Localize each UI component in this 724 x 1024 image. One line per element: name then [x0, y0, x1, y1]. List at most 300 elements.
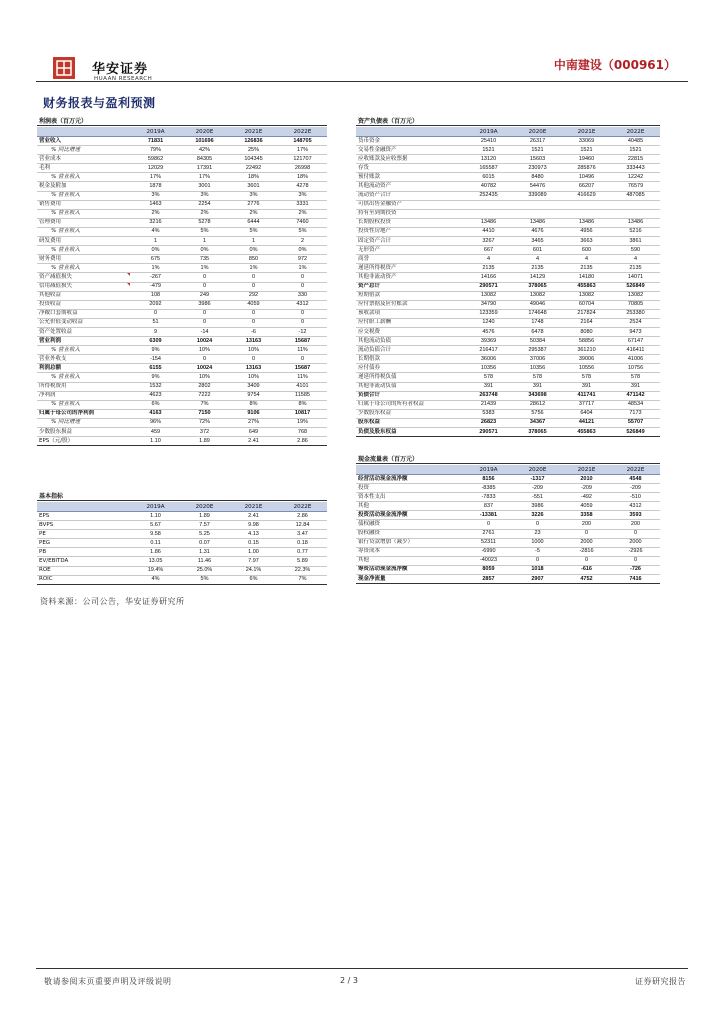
row-label: ROIC — [37, 575, 131, 584]
value-cell: 3861 — [611, 237, 660, 246]
value-cell: 60704 — [562, 300, 611, 309]
header-cell: 2021E — [229, 127, 278, 137]
table-row — [37, 300, 327, 309]
row-label: 少数股东损益 — [37, 428, 131, 437]
footer-rule — [36, 968, 688, 969]
value-cell: 42% — [180, 146, 229, 155]
value-cell: 148705 — [278, 137, 327, 146]
value-cell: 10% — [180, 373, 229, 382]
table-row — [37, 264, 327, 273]
value-cell: 40782 — [464, 182, 513, 191]
row-label: 应付票据及应付账款 — [356, 300, 464, 309]
value-cell: 0 — [180, 318, 229, 327]
header-cell — [356, 465, 464, 475]
header-cell — [37, 127, 131, 137]
value-cell: 4312 — [278, 300, 327, 309]
value-cell: 0 — [562, 556, 611, 565]
row-label: % 营业收入 — [37, 191, 131, 200]
value-cell: 0 — [131, 309, 180, 318]
value-cell: 4623 — [131, 391, 180, 400]
value-cell: 216417 — [464, 346, 513, 355]
value-cell: -7833 — [464, 493, 513, 502]
table-row — [356, 246, 660, 255]
row-label: 所得税费用 — [37, 382, 131, 391]
value-cell: 8% — [229, 400, 278, 409]
table-row — [37, 557, 327, 566]
value-cell: 0 — [464, 520, 513, 529]
row-label: 持有至到期投资 — [356, 209, 464, 218]
table-row — [37, 400, 327, 409]
row-label: 管理费用 — [37, 218, 131, 227]
value-cell: 200 — [562, 520, 611, 529]
value-cell: 290571 — [464, 428, 513, 437]
header-cell: 2021E — [562, 127, 611, 137]
page-title: 财务报表与盈利预测 — [43, 96, 156, 110]
brand-english: HUAAN RESEARCH — [94, 76, 153, 82]
table-row — [356, 520, 660, 529]
value-cell: 3358 — [562, 511, 611, 520]
value-cell: 5% — [229, 227, 278, 236]
table-row — [37, 273, 327, 282]
value-cell: 0.15 — [229, 539, 278, 548]
table-row — [356, 264, 660, 273]
value-cell: 84305 — [180, 155, 229, 164]
value-cell: 4752 — [562, 575, 611, 584]
value-cell: 0% — [229, 246, 278, 255]
value-cell: 165587 — [464, 164, 513, 173]
value-cell: 22.3% — [278, 566, 327, 575]
value-cell: 3593 — [611, 511, 660, 520]
value-cell: 471142 — [611, 391, 660, 400]
value-cell: 0 — [278, 355, 327, 364]
value-cell: 7150 — [180, 409, 229, 418]
table-header-row — [37, 502, 327, 512]
value-cell: 9.98 — [229, 521, 278, 530]
value-cell: 249 — [180, 291, 229, 300]
table-header-row — [356, 127, 660, 137]
value-cell: -616 — [562, 565, 611, 574]
row-label: 营业成本 — [37, 155, 131, 164]
table-header-row — [37, 127, 327, 137]
value-cell: 0 — [180, 273, 229, 282]
value-cell: 12.84 — [278, 521, 327, 530]
value-cell: 4576 — [464, 327, 513, 336]
value-cell: 0 — [278, 309, 327, 318]
table-row — [37, 291, 327, 300]
value-cell: 13082 — [611, 291, 660, 300]
table-row — [37, 428, 327, 437]
value-cell: 26998 — [278, 164, 327, 173]
value-cell: 8080 — [562, 327, 611, 336]
value-cell: 49046 — [513, 300, 562, 309]
value-cell: 41006 — [611, 355, 660, 364]
value-cell: 19.4% — [131, 566, 180, 575]
value-cell — [611, 209, 660, 218]
cashflow-table — [356, 465, 660, 584]
table-row — [356, 318, 660, 327]
row-label: BVPS — [37, 521, 131, 530]
value-cell: 3663 — [562, 237, 611, 246]
header-cell: 2019A — [464, 465, 513, 475]
value-cell: 4 — [464, 255, 513, 264]
value-cell — [611, 200, 660, 209]
row-label: 资本性支出 — [356, 493, 464, 502]
value-cell: 578 — [611, 373, 660, 382]
table-row — [356, 556, 660, 565]
value-cell: 1.89 — [180, 512, 229, 521]
value-cell: 6% — [131, 400, 180, 409]
table-row — [37, 137, 327, 146]
value-cell: 0 — [229, 273, 278, 282]
value-cell: 455863 — [562, 282, 611, 291]
row-label: 研发费用 — [37, 237, 131, 246]
value-cell: 378065 — [513, 428, 562, 437]
row-label: 资产总计 — [356, 282, 464, 291]
value-cell: 416411 — [611, 346, 660, 355]
value-cell: 2% — [180, 209, 229, 218]
table-row — [356, 337, 660, 346]
value-cell: 0 — [611, 556, 660, 565]
table-row — [356, 273, 660, 282]
table-row — [356, 218, 660, 227]
header-cell: 2022E — [278, 127, 327, 137]
row-label: EPS — [37, 512, 131, 521]
value-cell: 3% — [229, 191, 278, 200]
value-cell: 10556 — [562, 364, 611, 373]
value-cell: 3601 — [229, 182, 278, 191]
table-row — [37, 227, 327, 236]
row-label: 短期借款 — [356, 291, 464, 300]
row-label: 税金及附加 — [37, 182, 131, 191]
value-cell: 3.47 — [278, 530, 327, 539]
value-cell: 1463 — [131, 200, 180, 209]
row-label: 净利润 — [37, 391, 131, 400]
value-cell: 768 — [278, 428, 327, 437]
value-cell: 0.11 — [131, 539, 180, 548]
value-cell — [562, 209, 611, 218]
table-row — [356, 137, 660, 146]
value-cell: 253380 — [611, 309, 660, 318]
value-cell: 3986 — [180, 300, 229, 309]
value-cell: 3% — [180, 191, 229, 200]
value-cell: -267 — [131, 273, 180, 282]
cashflow-table-title: 现金流量表（百万元） — [358, 456, 419, 463]
value-cell: 2907 — [513, 575, 562, 584]
value-cell: 4956 — [562, 227, 611, 236]
value-cell: 667 — [464, 246, 513, 255]
value-cell: 54476 — [513, 182, 562, 191]
value-cell: 13082 — [464, 291, 513, 300]
value-cell: 487085 — [611, 191, 660, 200]
value-cell: 330 — [278, 291, 327, 300]
value-cell: 13163 — [229, 337, 278, 346]
table-row — [37, 327, 327, 336]
value-cell: 44121 — [562, 418, 611, 427]
value-cell: 3226 — [513, 511, 562, 520]
value-cell: 1% — [180, 264, 229, 273]
row-label: 现金净流量 — [356, 575, 464, 584]
value-cell: 79% — [131, 146, 180, 155]
row-label: 递延所得税负债 — [356, 373, 464, 382]
row-label: 交易性金融资产 — [356, 146, 464, 155]
row-label: 其他流动负债 — [356, 337, 464, 346]
value-cell: 2135 — [611, 264, 660, 273]
value-cell: 28612 — [513, 400, 562, 409]
header-cell: 2022E — [278, 502, 327, 512]
value-cell: 2.86 — [278, 437, 327, 446]
value-cell: 17% — [131, 173, 180, 182]
value-cell: 5.89 — [278, 557, 327, 566]
value-cell: 5.67 — [131, 521, 180, 530]
value-cell: 18% — [229, 173, 278, 182]
value-cell: 13486 — [464, 218, 513, 227]
header-cell: 2022E — [611, 127, 660, 137]
value-cell: -154 — [131, 355, 180, 364]
value-cell: 333443 — [611, 164, 660, 173]
table-row — [356, 400, 660, 409]
value-cell: 9473 — [611, 327, 660, 336]
value-cell: 33069 — [562, 137, 611, 146]
value-cell: 2092 — [131, 300, 180, 309]
value-cell: 10% — [229, 346, 278, 355]
row-label: 其他非流动资产 — [356, 273, 464, 282]
value-cell: 17391 — [180, 164, 229, 173]
value-cell: 10356 — [464, 364, 513, 373]
row-label: 投资性房地产 — [356, 227, 464, 236]
value-cell: 13486 — [562, 218, 611, 227]
value-cell: 26823 — [464, 418, 513, 427]
row-label: 毛利 — [37, 164, 131, 173]
value-cell: -6990 — [464, 547, 513, 556]
value-cell: 21439 — [464, 400, 513, 409]
value-cell: 15603 — [513, 155, 562, 164]
value-cell: 8156 — [464, 475, 513, 484]
value-cell — [513, 200, 562, 209]
value-cell: -2926 — [611, 547, 660, 556]
header-cell: 2019A — [131, 502, 180, 512]
table-row — [37, 512, 327, 521]
value-cell: 600 — [562, 246, 611, 255]
value-cell: 263748 — [464, 391, 513, 400]
value-cell: 9.58 — [131, 530, 180, 539]
value-cell: 6% — [229, 575, 278, 584]
value-cell: 2524 — [611, 318, 660, 327]
row-label: 股东权益 — [356, 418, 464, 427]
row-label: PB — [37, 548, 131, 557]
value-cell: 101696 — [180, 137, 229, 146]
row-label: 少数股东权益 — [356, 409, 464, 418]
row-label: PE — [37, 530, 131, 539]
value-cell: 649 — [229, 428, 278, 437]
table-row — [37, 246, 327, 255]
value-cell: 2857 — [464, 575, 513, 584]
row-label: 信用减值损失 — [37, 282, 131, 291]
value-cell: 2802 — [180, 382, 229, 391]
value-cell: 391 — [562, 382, 611, 391]
value-cell: 850 — [229, 255, 278, 264]
value-cell: -209 — [513, 484, 562, 493]
row-label: 投资收益 — [37, 300, 131, 309]
value-cell: 4410 — [464, 227, 513, 236]
header-rule — [36, 81, 688, 82]
value-cell: 3216 — [131, 218, 180, 227]
value-cell: 13082 — [513, 291, 562, 300]
value-cell: 2761 — [464, 529, 513, 538]
value-cell: 5383 — [464, 409, 513, 418]
table-row — [37, 364, 327, 373]
value-cell: 26317 — [513, 137, 562, 146]
value-cell: 3267 — [464, 237, 513, 246]
table-row — [356, 146, 660, 155]
row-label: EV/EBITDA — [37, 557, 131, 566]
value-cell: 0 — [229, 355, 278, 364]
value-cell: 361210 — [562, 346, 611, 355]
table-row — [356, 364, 660, 373]
value-cell: 1% — [229, 264, 278, 273]
table-row — [356, 538, 660, 547]
value-cell: 96% — [131, 418, 180, 427]
value-cell: 17% — [278, 146, 327, 155]
value-cell: 13163 — [229, 364, 278, 373]
value-cell: 4 — [611, 255, 660, 264]
balance-title-rule — [356, 125, 660, 126]
value-cell: 0.18 — [278, 539, 327, 548]
value-cell: 2.41 — [229, 512, 278, 521]
value-cell: 0 — [562, 529, 611, 538]
value-cell: 675 — [131, 255, 180, 264]
row-label: PEG — [37, 539, 131, 548]
value-cell: 3% — [131, 191, 180, 200]
header-cell: 2020E — [180, 127, 229, 137]
table-row — [356, 309, 660, 318]
table-row — [356, 209, 660, 218]
value-cell: 1000 — [513, 538, 562, 547]
row-label: 归属于母公司的净利润 — [37, 409, 131, 418]
value-cell: 27% — [229, 418, 278, 427]
value-cell: 4.13 — [229, 530, 278, 539]
row-label: 投资 — [356, 484, 464, 493]
row-label: 筹资活动现金流净额 — [356, 565, 464, 574]
row-label: 公允价值变动收益 — [37, 318, 131, 327]
value-cell: 4% — [131, 227, 180, 236]
value-cell: 1521 — [513, 146, 562, 155]
value-cell: 15687 — [278, 364, 327, 373]
value-cell: 972 — [278, 255, 327, 264]
row-label: 预付账款 — [356, 173, 464, 182]
value-cell: 22492 — [229, 164, 278, 173]
value-cell: 1.10 — [131, 512, 180, 521]
row-label: 营业收入 — [37, 137, 131, 146]
header-cell — [356, 127, 464, 137]
table-row — [37, 182, 327, 191]
value-cell: 2.41 — [229, 437, 278, 446]
table-row — [37, 437, 327, 446]
table-row — [356, 300, 660, 309]
value-cell: 1.10 — [131, 437, 180, 446]
value-cell: 0 — [180, 355, 229, 364]
row-label: 应付职工薪酬 — [356, 318, 464, 327]
value-cell: 23 — [513, 529, 562, 538]
value-cell: 37006 — [513, 355, 562, 364]
value-cell: 40485 — [611, 137, 660, 146]
row-label: 债权融资 — [356, 520, 464, 529]
row-label: 筹资成本 — [356, 547, 464, 556]
value-cell: 578 — [513, 373, 562, 382]
row-label: 投资活动现金流净额 — [356, 511, 464, 520]
table-row — [356, 282, 660, 291]
table-row — [37, 318, 327, 327]
value-cell: 34790 — [464, 300, 513, 309]
row-label: 负债合计 — [356, 391, 464, 400]
table-row — [356, 475, 660, 484]
table-row — [356, 484, 660, 493]
value-cell: 2% — [131, 209, 180, 218]
value-cell: 10756 — [611, 364, 660, 373]
value-cell: 1.86 — [131, 548, 180, 557]
table-row — [356, 173, 660, 182]
value-cell: -1317 — [513, 475, 562, 484]
value-cell: 295387 — [513, 346, 562, 355]
value-cell: 2776 — [229, 200, 278, 209]
value-cell: 13082 — [562, 291, 611, 300]
balance-table-title: 资产负债表（百万元） — [358, 118, 419, 125]
header-cell: 2022E — [611, 465, 660, 475]
value-cell: -14 — [180, 327, 229, 336]
value-cell — [464, 209, 513, 218]
value-cell: 2135 — [464, 264, 513, 273]
value-cell: 2 — [278, 237, 327, 246]
value-cell — [562, 200, 611, 209]
value-cell: 372 — [180, 428, 229, 437]
value-cell: 4163 — [131, 409, 180, 418]
row-label: 资产减值损失 — [37, 273, 131, 282]
value-cell: 1521 — [562, 146, 611, 155]
value-cell: 391 — [513, 382, 562, 391]
table-row — [356, 227, 660, 236]
value-cell: 36006 — [464, 355, 513, 364]
row-label: 应交税费 — [356, 327, 464, 336]
value-cell: 4676 — [513, 227, 562, 236]
value-cell: 18% — [278, 173, 327, 182]
value-cell: 2.86 — [278, 512, 327, 521]
value-cell: 4 — [562, 255, 611, 264]
row-label: 负债及股东权益 — [356, 428, 464, 437]
table-row — [37, 566, 327, 575]
table-row — [356, 164, 660, 173]
row-label: 财务费用 — [37, 255, 131, 264]
table-row — [356, 182, 660, 191]
value-cell: 1 — [131, 237, 180, 246]
value-cell: 2000 — [562, 538, 611, 547]
row-label: % 营业收入 — [37, 264, 131, 273]
value-cell: 1521 — [464, 146, 513, 155]
value-cell: 50384 — [513, 337, 562, 346]
value-cell: 1.00 — [229, 548, 278, 557]
value-cell: 455863 — [562, 428, 611, 437]
value-cell: 2% — [229, 209, 278, 218]
value-cell: 19460 — [562, 155, 611, 164]
value-cell: 5216 — [611, 227, 660, 236]
row-label: 应收账款及应收票据 — [356, 155, 464, 164]
value-cell: 3409 — [229, 382, 278, 391]
table-row — [37, 337, 327, 346]
table-row — [37, 309, 327, 318]
value-cell: -12 — [278, 327, 327, 336]
table-row — [356, 373, 660, 382]
value-cell: 339089 — [513, 191, 562, 200]
table-row — [37, 382, 327, 391]
value-cell: 13120 — [464, 155, 513, 164]
